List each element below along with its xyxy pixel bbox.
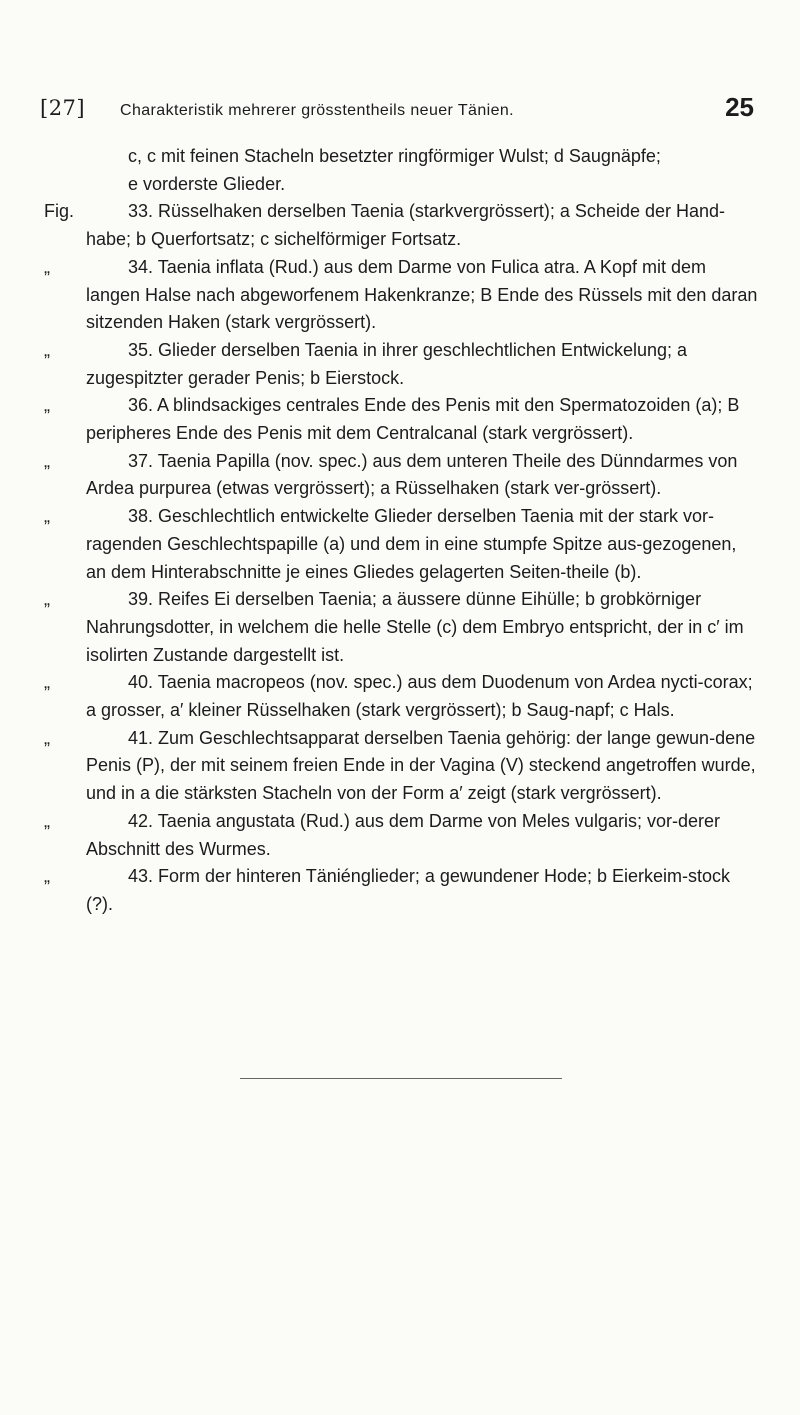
entry-text: A blindsackiges centrales Ende des Penis mit den Spermatozoiden (a); B peripheres Ende des Penis mit dem Centralcanal (stark vergrössert).	[86, 395, 740, 444]
entry-label: „	[44, 339, 50, 360]
legend-entry-40	[40, 669, 760, 724]
entry-number: 43.	[128, 866, 154, 887]
entry-number: 40.	[128, 672, 154, 693]
legend-entry-41	[40, 725, 760, 808]
continuation-line: c, c mit feinen Stacheln besetzter ringförmiger Wulst; d Saugnäpfe;	[128, 146, 661, 166]
continuation-line: e vorderste Glieder.	[128, 173, 286, 194]
legend-entry-39	[40, 586, 760, 669]
entry-text: Taenia Papilla (nov. spec.) aus dem unteren Theile des Dünndarmes von Ardea purpurea (etwas vergrössert); a Rüsselhaken (stark ver-grössert).	[86, 450, 738, 499]
legend-entry-37	[40, 448, 760, 503]
legend-entry-34	[40, 254, 760, 337]
entry-label: „	[44, 672, 50, 693]
entry-label: „	[44, 450, 50, 471]
entry-text: Form der hinteren Täniénglieder; a gewundener Hode; b Eierkeim-stock (?).	[86, 866, 731, 914]
figure-legend	[40, 143, 760, 919]
entry-text: Taenia inflata (Rud.) aus dem Darme von Fulica atra. A Kopf mit dem langen Halse nach abgeworfenem Hakenkranze; B Ende des Rüssels mit den daran sitzenden Haken (stark vergrössert).	[86, 256, 758, 333]
legend-entry-42	[40, 808, 760, 863]
entry-text: Taenia angustata (Rud.) aus dem Darme von Meles vulgaris; vor-derer Abschnitt des Wurmes.	[86, 810, 720, 859]
entry-number: 37.	[128, 450, 154, 471]
closing-rule	[240, 1078, 562, 1079]
legend-entry-38	[40, 503, 760, 586]
legend-entry-35	[40, 337, 760, 392]
entry-number: 42.	[128, 810, 154, 831]
entry-number: 34.	[128, 256, 154, 277]
entry-label: „	[44, 727, 50, 748]
legend-entry-43	[40, 863, 760, 918]
page-reference: [27]	[40, 96, 86, 120]
entry-label: „	[44, 810, 50, 831]
entry-label: „	[44, 395, 50, 416]
entry-text: Reifes Ei derselben Taenia; a äussere dünne Eihülle; b grobkörniger Nahrungsdotter, in welchem die helle Stelle (c) dem Embryo entspricht, der in c′ im isolirten Zustande dargestellt ist.	[86, 589, 744, 665]
entry-label: „	[44, 589, 50, 610]
entry-text: Zum Geschlechtsapparat derselben Taenia gehörig: der lange gewun-dene Penis (P), der mit seinem freien Ende in der Vagina (V) steckend angetroffen wurde, und in a die stärksten Stacheln von der Form a′ zeigt (stark vergrössert).	[86, 727, 756, 804]
legend-entry-33	[40, 198, 760, 253]
entry-number: 41.	[128, 727, 154, 748]
entry-label: „	[44, 506, 50, 527]
entry-number: 33.	[128, 201, 154, 222]
page-number: 25	[725, 92, 754, 122]
entry-number: 39.	[128, 589, 154, 610]
entry-label: „	[44, 866, 50, 887]
entry-text: Taenia macropeos (nov. spec.) aus dem Duodenum von Ardea nycti-corax; a grosser, a′ kleiner Rüsselhaken (stark vergrössert); b Saug-napf; c Hals.	[86, 672, 753, 721]
entry-text: Rüsselhaken derselben Taenia (starkvergrössert); a Scheide der Hand-habe; b Querfortsatz; c sichelförmiger Fortsatz.	[86, 201, 726, 250]
entry-text: Glieder derselben Taenia in ihrer geschlechtlichen Entwickelung; a zugespitzter gerader Penis; b Eierstock.	[86, 339, 688, 388]
continuation-text	[40, 143, 760, 198]
page-header	[40, 92, 760, 132]
running-title: Charakteristik mehrerer grösstentheils neuer Tänien.	[120, 102, 515, 119]
entry-number: 36.	[128, 395, 154, 416]
entry-number: 35.	[128, 339, 154, 360]
legend-entry-36	[40, 392, 760, 447]
entry-text: Geschlechtlich entwickelte Glieder derselben Taenia mit der stark vor-ragenden Geschlechtspapille (a) und dem in eine stumpfe Spitze aus-gezogenen, an dem Hinterabschnitte je eines Gliedes gelagerten Seiten-theile (b).	[86, 506, 737, 582]
entry-number: 38.	[128, 506, 154, 527]
entry-label: „	[44, 256, 50, 277]
entry-label: Fig.	[44, 201, 75, 222]
